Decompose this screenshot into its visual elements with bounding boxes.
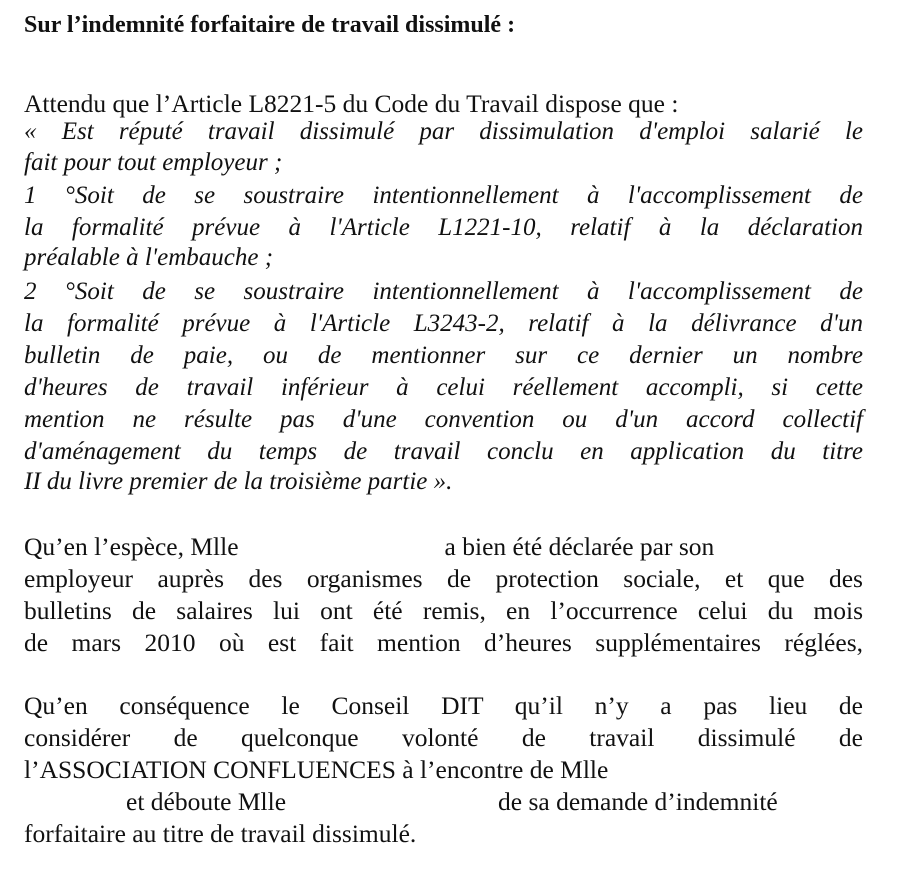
quote-line: II du livre premier de la troisième partie ».	[24, 468, 453, 495]
quote-line: « Est réputé travail dissimulé par dissimulation d'emploi salarié le	[24, 118, 863, 145]
quote-line: d'heures de travail inférieur à celui réellement accompli, si cette	[24, 374, 863, 401]
quote-line: mention ne résulte pas d'une convention ou d'un accord collectif	[24, 406, 863, 433]
paragraph-line: considérer de quelconque volonté de travail dissimulé de	[24, 723, 863, 752]
quote-line: bulletin de paie, ou de mentionner sur ce dernier un nombre	[24, 342, 863, 369]
paragraph-line	[24, 531, 714, 562]
paragraph-line: Qu’en conséquence le Conseil DIT qu’il n’y a pas lieu de	[24, 691, 863, 720]
quote-line: d'aménagement du temps de travail conclu en application du titre	[24, 438, 863, 465]
paragraph-text: et déboute Mlle	[126, 787, 287, 816]
quote-line: la formalité prévue à l'Article L3243-2, relatif à la délivrance d'un	[24, 310, 863, 337]
intro-line: Attendu que l’Article L8221-5 du Code du Travail dispose que :	[24, 89, 679, 118]
paragraph-line: l’ASSOCIATION CONFLUENCES à l’encontre de Mlle	[24, 755, 609, 784]
quote-line: préalable à l'embauche ;	[24, 244, 274, 271]
paragraph-text: a bien été déclarée par son	[444, 532, 715, 561]
paragraph-line: employeur auprès des organismes de protection sociale, et que des	[24, 564, 863, 593]
paragraph-line: de mars 2010 où est fait mention d’heures supplémentaires réglées,	[24, 628, 863, 657]
quote-line: 2 °Soit de se soustraire intentionnellement à l'accomplissement de	[24, 278, 863, 305]
section-heading: Sur l’indemnité forfaitaire de travail dissimulé :	[24, 12, 516, 38]
paragraph-line	[24, 786, 778, 817]
quote-line: la formalité prévue à l'Article L1221-10, relatif à la déclaration	[24, 214, 863, 241]
paragraph-line: forfaitaire au titre de travail dissimulé.	[24, 819, 417, 848]
paragraph-line: bulletins de salaires lui ont été remis, en l’occurrence celui du mois	[24, 596, 863, 625]
paragraph-text: de sa demande d’indemnité	[498, 787, 778, 816]
quote-line: 1 °Soit de se soustraire intentionnellement à l'accomplissement de	[24, 182, 863, 209]
quote-line: fait pour tout employeur ;	[24, 149, 283, 176]
paragraph-text: Qu’en l’espèce, Mlle	[24, 532, 239, 561]
